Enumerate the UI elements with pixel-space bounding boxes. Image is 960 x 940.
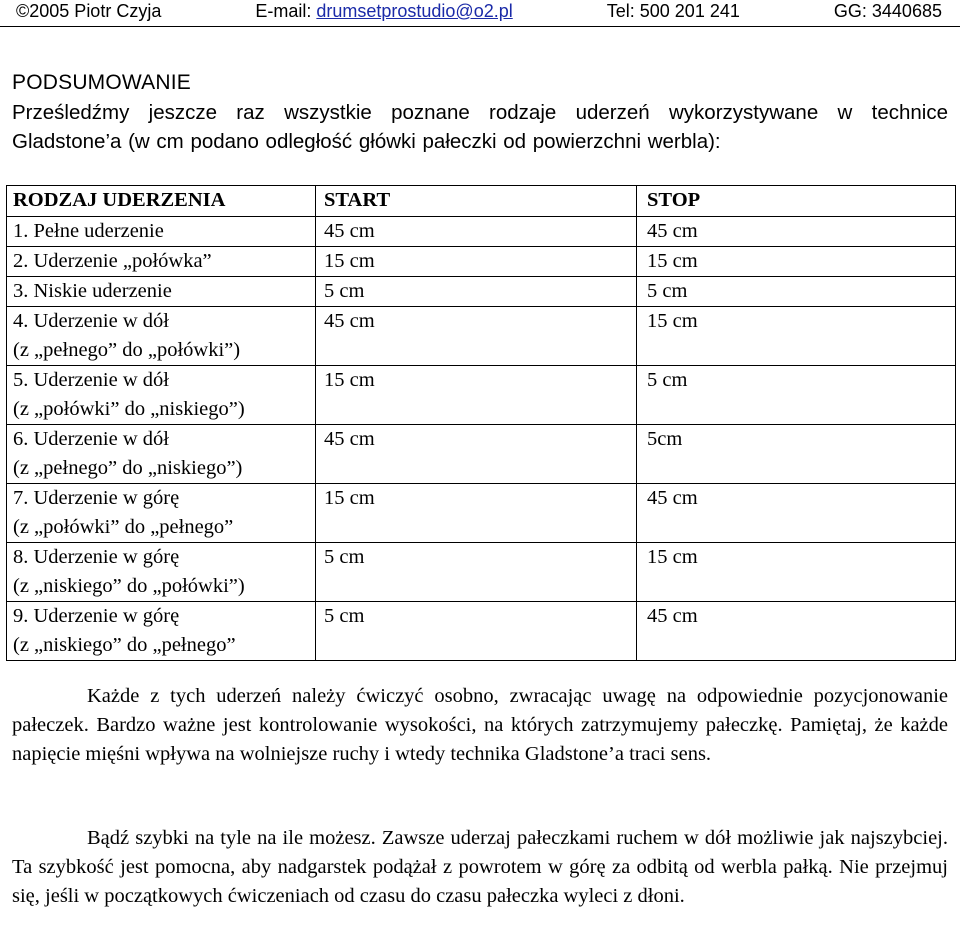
stroke-name: 8. Uderzenie w górę — [13, 546, 180, 568]
stroke-name: 3. Niskie uderzenie — [13, 280, 172, 302]
body-paragraph — [12, 682, 948, 769]
stroke-name: 4. Uderzenie w dół — [13, 310, 169, 332]
page-header — [0, 0, 960, 27]
stroke-name-cell — [7, 543, 316, 602]
header-stroke-type: RODZAJ UDERZENIA — [7, 186, 316, 217]
stroke-name-cell — [7, 247, 316, 277]
stroke-name-cell — [7, 217, 316, 247]
phone-text: Tel: 500 201 241 — [606, 1, 740, 21]
table-header-row — [7, 186, 956, 217]
stop-cell: 45 cm — [637, 217, 956, 247]
stroke-name-cell — [7, 307, 316, 366]
stroke-detail: (z „pełnego” do „niskiego”) — [13, 457, 243, 479]
table-row — [7, 484, 956, 543]
stroke-detail: (z „połówki” do „niskiego”) — [13, 398, 245, 420]
email-block — [255, 0, 512, 22]
stop-cell: 5 cm — [637, 366, 956, 425]
copyright-text: ©2005 Piotr Czyja — [16, 1, 162, 21]
start-cell: 15 cm — [316, 484, 637, 543]
start-cell: 45 cm — [316, 217, 637, 247]
table-row — [7, 217, 956, 247]
strokes-table — [6, 185, 956, 661]
email-link[interactable]: drumsetprostudio@o2.pl — [316, 1, 513, 21]
email-label: E-mail: — [255, 1, 317, 21]
stop-cell: 15 cm — [637, 543, 956, 602]
paragraph-text: Każde z tych uderzeń należy ćwiczyć osobno, zwracając uwagę na odpowiednie pozycjonowanie pałeczek. Bardzo ważne jest kontrolowanie wysokości, na których zatrzymujemy pałeczkę. Pamiętaj, że każde napięcie mięśni wpływa na wolniejsze ruchy i wtedy technika Gladstone’a traci sens. — [12, 685, 948, 765]
intro-paragraph: Prześledźmy jeszcze raz wszystkie poznane rodzaje uderzeń wykorzystywane w technice Gladstone’a (w cm podano odległość główki pałeczki od powierzchni werbla): — [12, 101, 948, 153]
stop-cell: 5 cm — [637, 277, 956, 307]
start-cell: 45 cm — [316, 307, 637, 366]
stroke-name-cell — [7, 277, 316, 307]
start-cell: 5 cm — [316, 277, 637, 307]
table-row — [7, 277, 956, 307]
stroke-name: 7. Uderzenie w górę — [13, 487, 180, 509]
stroke-name: 5. Uderzenie w dół — [13, 369, 169, 391]
start-cell: 5 cm — [316, 602, 637, 661]
paragraph-text: Bądź szybki na tyle na ile możesz. Zawsze uderzaj pałeczkami ruchem w dół możliwie jak najszybciej. Ta szybkość jest pomocna, aby nadgarstek podążał z powrotem w górę za odbitą od werbla pałką. Nie przejmuj się, jeśli w początkowych ćwiczeniach od czasu do czasu pałeczka wyleci z dłoni. — [12, 827, 948, 907]
stroke-detail: (z „niskiego” do „pełnego” — [13, 634, 236, 656]
header-stop: STOP — [637, 186, 956, 217]
start-cell: 45 cm — [316, 425, 637, 484]
start-cell: 15 cm — [316, 247, 637, 277]
stroke-name: 2. Uderzenie „połówka” — [13, 250, 212, 272]
table-row — [7, 425, 956, 484]
start-cell: 5 cm — [316, 543, 637, 602]
table-row — [7, 247, 956, 277]
section-title: PODSUMOWANIE — [12, 71, 191, 94]
table-row — [7, 307, 956, 366]
stop-cell: 15 cm — [637, 307, 956, 366]
stroke-name: 6. Uderzenie w dół — [13, 428, 169, 450]
stroke-name: 1. Pełne uderzenie — [13, 220, 164, 242]
stop-cell: 15 cm — [637, 247, 956, 277]
table-row — [7, 366, 956, 425]
stroke-name: 9. Uderzenie w górę — [13, 605, 180, 627]
stroke-name-cell — [7, 484, 316, 543]
stop-cell: 45 cm — [637, 602, 956, 661]
header-start: START — [316, 186, 637, 217]
stroke-detail: (z „pełnego” do „połówki”) — [13, 339, 241, 361]
gg-text: GG: 3440685 — [833, 1, 942, 21]
stroke-name-cell — [7, 366, 316, 425]
stroke-detail: (z „połówki” do „pełnego” — [13, 516, 234, 538]
stroke-name-cell — [7, 425, 316, 484]
body-paragraph — [12, 824, 948, 911]
stroke-name-cell — [7, 602, 316, 661]
stop-cell: 5cm — [637, 425, 956, 484]
stroke-detail: (z „niskiego” do „połówki”) — [13, 575, 245, 597]
table-row — [7, 602, 956, 661]
start-cell: 15 cm — [316, 366, 637, 425]
stop-cell: 45 cm — [637, 484, 956, 543]
table-row — [7, 543, 956, 602]
